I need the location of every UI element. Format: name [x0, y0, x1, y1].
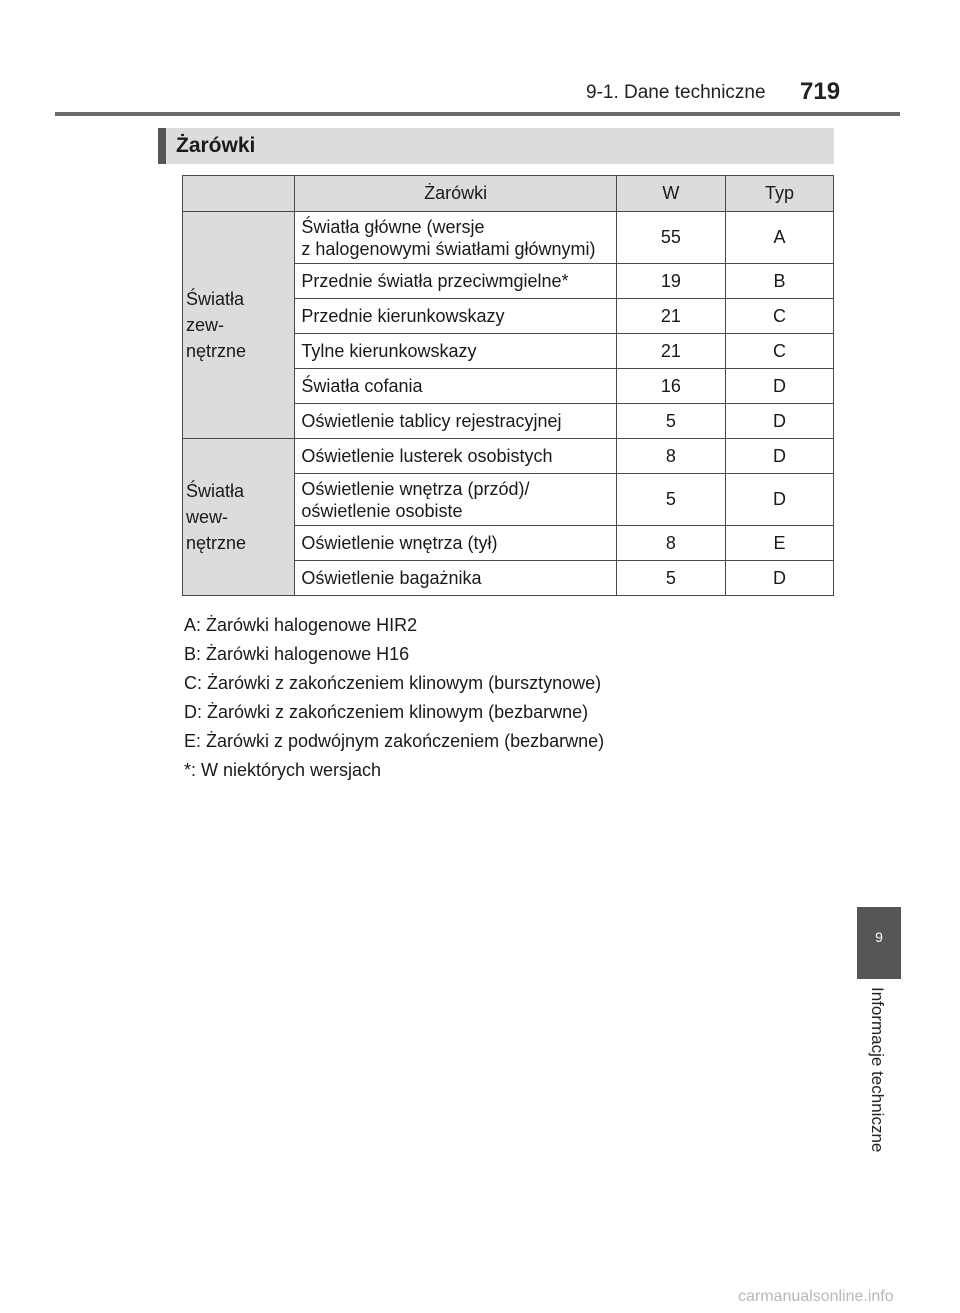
bulb-watts: 5	[616, 474, 725, 526]
bulb-name: Światła główne (wersje z halogenowymi światłami głównymi)	[295, 212, 617, 264]
chapter-tab-number: 9	[875, 929, 883, 945]
bulb-name: Oświetlenie bagażnika	[295, 561, 617, 596]
bulb-watts: 8	[616, 439, 725, 474]
bulb-name: Oświetlenie wnętrza (tył)	[295, 526, 617, 561]
bulb-type: D	[725, 474, 833, 526]
bulb-type: E	[725, 526, 833, 561]
bulb-type: D	[725, 439, 833, 474]
bulb-type: C	[725, 334, 833, 369]
bulb-watts: 19	[616, 264, 725, 299]
bulb-type: B	[725, 264, 833, 299]
bulb-type: D	[725, 369, 833, 404]
table-row	[183, 212, 834, 264]
note-line: A: Żarówki halogenowe HIR2	[184, 615, 418, 635]
bulb-name: Przednie kierunkowskazy	[295, 299, 617, 334]
bulb-type: C	[725, 299, 833, 334]
bulb-name: Oświetlenie lusterek osobistych	[295, 439, 617, 474]
note-line: C: Żarówki z zakończeniem klinowym (bursztynowe)	[184, 673, 602, 693]
section-accent	[158, 128, 166, 164]
column-header-watts: W	[616, 176, 725, 212]
bulb-name: Przednie światła przeciwmgielne*	[295, 264, 617, 299]
bulb-watts: 5	[616, 404, 725, 439]
legend-notes	[184, 611, 604, 785]
bulb-watts: 55	[616, 212, 725, 264]
bulb-watts: 5	[616, 561, 725, 596]
bulb-watts: 21	[616, 299, 725, 334]
column-header-type: Typ	[725, 176, 833, 212]
bulb-name: Oświetlenie wnętrza (przód)/ oświetlenie osobiste	[295, 474, 617, 526]
bulb-watts: 21	[616, 334, 725, 369]
note-line: E: Żarówki z podwójnym zakończeniem (bezbarwne)	[184, 731, 605, 751]
section-heading	[158, 128, 834, 164]
bulbs-table	[182, 175, 834, 596]
bulb-type: D	[725, 561, 833, 596]
bulb-name: Oświetlenie tablicy rejestracyjnej	[295, 404, 617, 439]
bulb-name: Światła cofania	[295, 369, 617, 404]
table-row	[183, 439, 834, 474]
bulb-watts: 8	[616, 526, 725, 561]
note-line: D: Żarówki z zakończeniem klinowym (bezbarwne)	[184, 702, 589, 722]
row-group-label: Światła zew- nętrzne	[183, 212, 295, 439]
column-header-group	[183, 176, 295, 212]
column-header-bulbs: Żarówki	[295, 176, 617, 212]
bulb-name: Tylne kierunkowskazy	[295, 334, 617, 369]
header-divider	[55, 112, 900, 116]
row-group-label: Światła wew- nętrzne	[183, 439, 295, 596]
watermark: carmanualsonline.info	[738, 1288, 894, 1305]
note-line: *: W niektórych wersjach	[184, 760, 382, 780]
bulb-type: D	[725, 404, 833, 439]
note-line: B: Żarówki halogenowe H16	[184, 644, 410, 664]
bulb-type: A	[725, 212, 833, 264]
page-number: 719	[800, 78, 841, 105]
chapter-tab-label: Informacje techniczne	[868, 987, 887, 1153]
section-title: Żarówki	[176, 134, 256, 157]
chapter-title: 9-1. Dane techniczne	[586, 82, 766, 103]
chapter-tab	[857, 907, 901, 979]
bulb-watts: 16	[616, 369, 725, 404]
